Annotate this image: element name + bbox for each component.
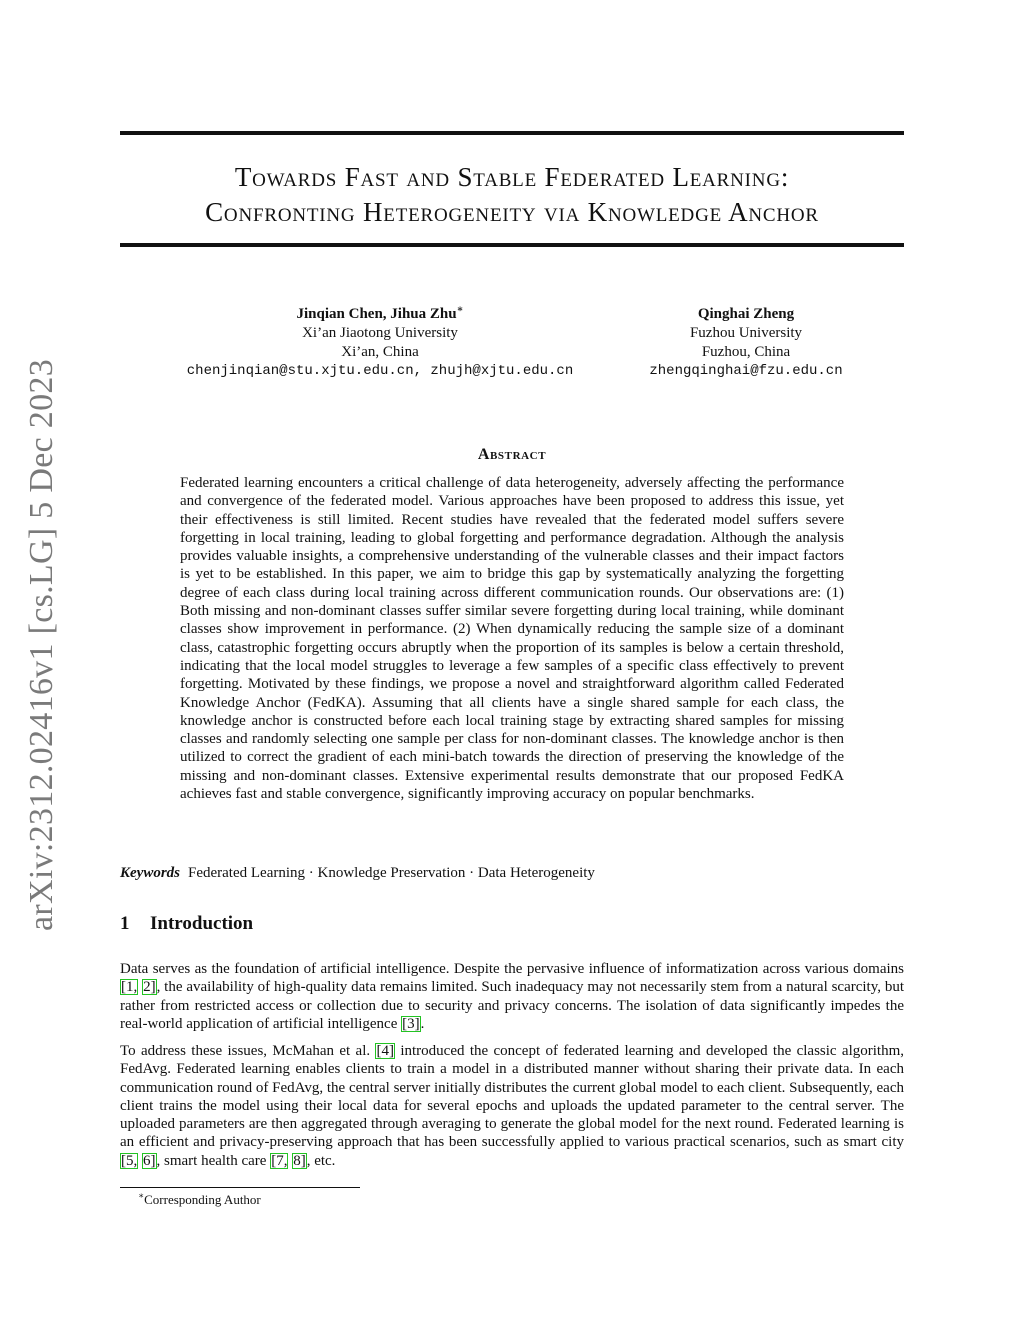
section-title: Introduction: [150, 913, 254, 934]
author-mark: ∗: [456, 304, 464, 315]
paper-title: [120, 160, 904, 230]
keywords: [120, 864, 904, 882]
arxiv-id: arXiv:2312.02416v1 [cs.LG] 5 Dec 2023: [23, 359, 60, 931]
footnote-rule: [120, 1187, 360, 1188]
author-affiliation: Xi’an Jiaotong University: [302, 325, 458, 341]
author-block-2: [630, 305, 862, 381]
author-affiliation: Fuzhou University: [689, 325, 803, 341]
citation-link[interactable]: [5,: [121, 1152, 138, 1169]
section-heading-introduction: [120, 913, 253, 935]
author-email[interactable]: zhengqinghai@fzu.edu.cn: [649, 363, 843, 379]
citation-link[interactable]: 2]: [143, 979, 156, 996]
author-names: Qinghai Zheng: [697, 306, 795, 322]
author-email[interactable]: chenjinqian@stu.xjtu.edu.cn, zhujh@xjtu.edu.cn: [186, 363, 574, 379]
citation-link[interactable]: [4]: [376, 1043, 394, 1059]
abstract-heading: Abstract: [477, 446, 547, 463]
footnote-mark: ∗: [138, 1190, 145, 1201]
author-location: Fuzhou, China: [701, 344, 791, 360]
citation-link[interactable]: [7,: [271, 1152, 288, 1169]
author-names: Jinqian Chen, Jihua Zhu∗: [296, 304, 464, 322]
citation-link[interactable]: 6]: [143, 1152, 156, 1169]
title-rule-bottom: [120, 243, 904, 247]
title-line-1: Towards Fast and Stable Federated Learning:: [234, 162, 790, 192]
intro-paragraph-1: Data serves as the foundation of artificial intelligence. Despite the pervasive influence of informatization across various domains [1, 2], the availability of high-quality data remains limited. Such inadequacy may not necessarily stem from a natural scarcity, but rather from restricted access or collection due to security and privacy concerns. The isolation of data significantly impedes the real-world application of artificial intelligence [3].: [120, 961, 905, 1032]
title-rule-top: [120, 131, 904, 135]
author-block-1: [160, 305, 600, 381]
abstract-text: Federated learning encounters a critical challenge of data heterogeneity, adversely affecting the performance and convergence of the federated model. Various approaches have been proposed to address this issue, yet their effectiveness is still limited. Recent studies have revealed that the federated model suffers severe forgetting in local training, leading to global forgetting and performance degradation. Although the analysis provides valuable insights, a comprehensive understanding of the vulnerable classes and their impact factors is yet to be established. In this paper, we aim to bridge this gap by systematically analyzing the forgetting degree of each class during local training across different communication rounds. Our observations are: (1) Both missing and non-dominant classes suffer similar severe forgetting during local training, while dominant classes show improvement in performance. (2) When dynamically reducing the sample size of a dominant class, catastrophic forgetting occurs abruptly when the proportion of its samples is below a certain threshold, indicating that the local model struggles to leverage a few samples of a specific class effectively to prevent forgetting. Motivated by these findings, we propose a novel and straightforward algorithm called Federated Knowledge Anchor (FedKA). Assuming that all clients have a single shared sample for each class, the knowledge anchor is constructed before each local training stage by extracting shared samples for missing classes and randomly selecting one sample per class for non-dominant classes. The knowledge anchor is then utilized to correct the gradient of each mini-batch towards the direction of preserving the knowledge of the missing and non-dominant classes. Extensive experimental results demonstrate that our proposed FedKA achieves fast and stable convergence, significantly improving accuracy on popular benchmarks.: [180, 475, 844, 803]
citation-link[interactable]: [1,: [121, 979, 138, 996]
citation-link[interactable]: [3]: [402, 1015, 420, 1032]
keywords-label: Keywords: [120, 865, 180, 881]
intro-paragraph-2: To address these issues, McMahan et al. [4] introduced the concept of federated learning and developed the classic algorithm, FedAvg. Federated learning enables clients to train a model in a distributed manner without sharing their private data. In each communication round of FedAvg, the central server initially distributes the current global model to each client. Subsequently, each client trains the model using their local data for several epochs and uploads the updated parameter to the central server. The uploaded parameters are then aggregated through averaging to generate the global model for the next round. Federated learning is an efficient and privacy-preserving approach that has been successfully applied to various practical scenarios, such as smart city [5, 6], smart health care [7, 8], etc.: [120, 1043, 904, 1169]
footnote: [138, 1192, 261, 1208]
section-number: 1: [120, 913, 130, 934]
footnote-text: Corresponding Author: [144, 1192, 261, 1207]
keywords-text: Federated Learning · Knowledge Preservation · Data Heterogeneity: [188, 865, 595, 881]
arxiv-watermark: [0, 0, 60, 1325]
citation-link[interactable]: 8]: [293, 1152, 306, 1169]
author-location: Xi’an, China: [341, 344, 419, 360]
title-line-2: Confronting Heterogeneity via Knowledge Anchor: [205, 197, 819, 227]
